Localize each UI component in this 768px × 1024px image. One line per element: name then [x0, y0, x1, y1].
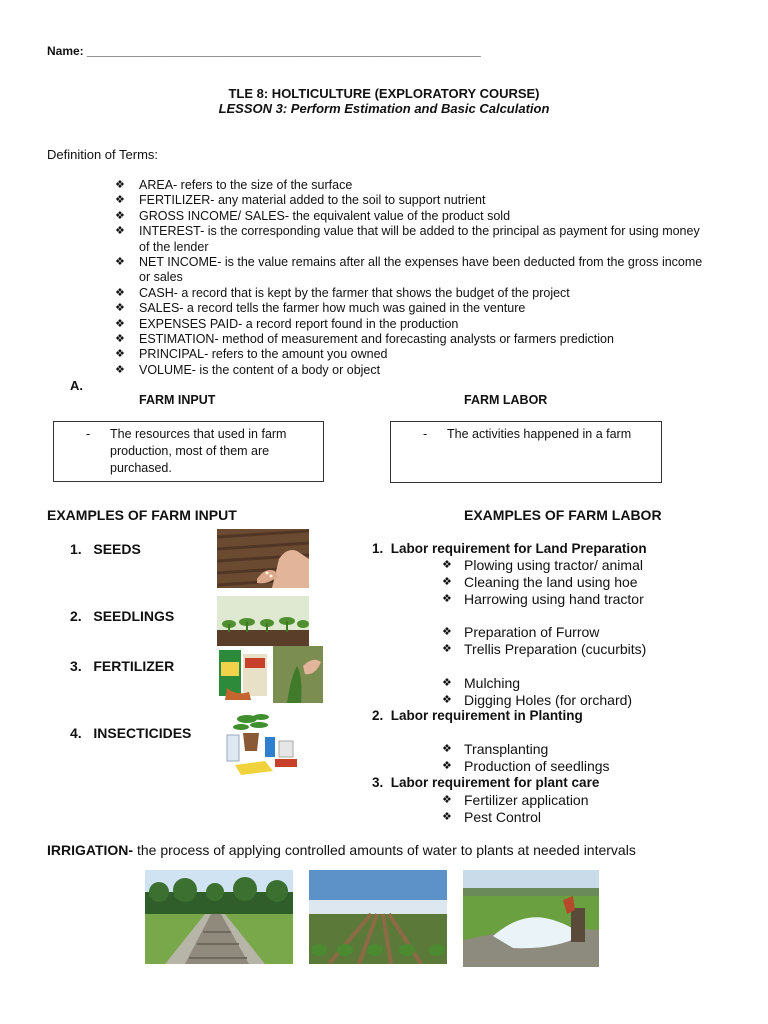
labor-item-text: Plowing using tractor/ animal: [464, 557, 643, 573]
item-label: SEEDS: [93, 541, 141, 557]
irrigation-pump-photo: [463, 870, 599, 967]
labor-item-text: Digging Holes (for orchard): [464, 691, 633, 708]
diamond-bullet-icon: ❖: [115, 317, 125, 330]
labor-planting-list: [442, 741, 610, 775]
diamond-bullet-icon: ❖: [442, 592, 452, 605]
labor-land-prep-list-a: [442, 557, 644, 607]
farm-input-heading: FARM INPUT: [139, 393, 216, 407]
input-item-seedlings: [70, 608, 174, 624]
irrigation-canal-photo: [145, 870, 293, 964]
definition-item: [115, 209, 705, 224]
definition-text: ESTIMATION- method of measurement and forecasting analysts or farmers prediction: [139, 332, 614, 347]
diamond-bullet-icon: ❖: [115, 256, 125, 269]
definition-text: CASH- a record that is kept by the farmer that shows the budget of the project: [139, 285, 570, 300]
labor-item: [442, 758, 610, 775]
diamond-bullet-icon: ❖: [115, 348, 125, 361]
labor-item: [442, 641, 646, 658]
labor-item-text: Pest Control: [464, 808, 542, 825]
diamond-bullet-icon: ❖: [115, 225, 125, 238]
dash-bullet: -: [423, 427, 428, 441]
group-title: Labor requirement for Land Preparation: [390, 541, 647, 556]
definition-text: PRINCIPAL- refers to the amount you owned: [139, 347, 388, 362]
diamond-bullet-icon: ❖: [115, 179, 125, 191]
definition-item: [115, 347, 705, 362]
labor-item: [442, 809, 589, 826]
diamond-bullet-icon: ❖: [442, 626, 452, 638]
definition-item: [115, 286, 705, 301]
diamond-bullet-icon: ❖: [442, 642, 452, 655]
definition-text: AREA- refers to the size of the surface: [139, 178, 353, 192]
group-number: 2.: [372, 708, 384, 723]
diamond-bullet-icon: ❖: [115, 363, 125, 376]
lesson-title: LESSON 3: Perform Estimation and Basic Calculation: [218, 101, 550, 116]
farm-labor-definition: The activities happened in a farm: [447, 427, 632, 441]
irrigation-term: IRRIGATION-: [47, 842, 134, 858]
labor-item: [442, 557, 644, 574]
farm-labor-definition-box: [390, 421, 662, 483]
item-number: 1.: [70, 541, 82, 557]
definition-item: [115, 363, 705, 378]
labor-group-plant-care-title: [372, 775, 599, 790]
section-a-label: A.: [70, 378, 83, 393]
definition-item: [115, 332, 705, 347]
labor-item: [442, 675, 632, 692]
insecticides-photo: [217, 711, 303, 776]
group-title: Labor requirement in Planting: [390, 708, 583, 723]
definition-item: [115, 301, 705, 316]
labor-item: [442, 574, 644, 591]
farm-input-definition-box: [53, 421, 324, 482]
diamond-bullet-icon: ❖: [442, 559, 452, 571]
definitions-list: [115, 178, 705, 378]
diamond-bullet-icon: ❖: [442, 693, 452, 706]
irrigation-text: the process of applying controlled amounts of water to plants at needed intervals: [133, 842, 636, 858]
definition-text: FERTILIZER- any material added to the soil to support nutrient: [139, 193, 486, 208]
diamond-bullet-icon: ❖: [442, 810, 452, 823]
labor-group-land-prep-title: [372, 541, 647, 556]
definition-text: INTEREST- is the corresponding value that will be added to the principal as payment for using money of the lender: [139, 224, 700, 254]
diamond-bullet-icon: ❖: [115, 194, 125, 207]
examples-farm-labor-heading-text: EXAMPLES OF FARM LABOR: [464, 507, 662, 523]
labor-item: [442, 792, 589, 809]
definition-item: [115, 255, 705, 286]
diamond-bullet-icon: ❖: [442, 743, 452, 755]
diamond-bullet-icon: ❖: [442, 575, 452, 588]
definition-text: GROSS INCOME/ SALES- the equivalent value of the product sold: [139, 208, 511, 223]
diamond-bullet-icon: ❖: [442, 759, 452, 772]
definition-item: [115, 178, 705, 193]
irrigation-definition: [47, 842, 636, 858]
seeds-photo: [217, 529, 309, 588]
labor-land-prep-list-b: [442, 624, 646, 658]
examples-farm-input-heading: EXAMPLES OF FARM INPUT: [47, 507, 237, 523]
definition-text: EXPENSES PAID- a record report found in the production: [139, 316, 459, 331]
diamond-bullet-icon: ❖: [115, 302, 125, 315]
item-label: FERTILIZER: [93, 658, 175, 674]
group-number: 3.: [372, 775, 384, 790]
diamond-bullet-icon: ❖: [442, 794, 452, 806]
fertilizer-photo: [217, 646, 323, 703]
diamond-bullet-icon: ❖: [442, 677, 452, 689]
definition-text: SALES- a record tells the farmer how much was gained in the venture: [139, 301, 526, 316]
definitions-heading: Definition of Terms:: [47, 147, 159, 162]
item-number: 4.: [70, 725, 82, 741]
diamond-bullet-icon: ❖: [115, 209, 125, 222]
definition-text: NET INCOME- is the value remains after all the expenses have been deducted from the gross income or sales: [139, 255, 703, 285]
labor-land-prep-list-c: [442, 675, 632, 709]
input-item-seeds: [70, 541, 141, 557]
farm-labor-heading: FARM LABOR: [464, 393, 548, 407]
labor-item: [442, 591, 644, 608]
diamond-bullet-icon: ❖: [115, 286, 125, 299]
labor-item-text: Fertilizer application: [464, 792, 589, 808]
labor-item: [442, 741, 610, 758]
diamond-bullet-icon: ❖: [115, 333, 125, 346]
labor-item-text: Production of seedlings: [464, 757, 610, 774]
labor-item-text: Trellis Preparation (cucurbits): [464, 640, 647, 657]
definition-item: [115, 317, 705, 332]
name-field-line: Name: ___________________________________________________________: [47, 44, 481, 58]
input-item-fertilizer: [70, 658, 174, 674]
labor-group-planting-title: [372, 708, 583, 723]
labor-item-text: Harrowing using hand tractor: [464, 590, 644, 607]
item-number: 3.: [70, 658, 82, 674]
labor-item-text: Transplanting: [464, 741, 549, 757]
seedlings-photo: [217, 596, 309, 648]
dash-bullet: -: [86, 427, 91, 441]
labor-item: [442, 692, 632, 709]
group-title: Labor requirement for plant care: [390, 775, 600, 790]
definition-text: VOLUME- is the content of a body or object: [139, 362, 381, 377]
input-item-insecticides: [70, 725, 191, 741]
definition-item: [115, 193, 705, 208]
labor-item-text: Mulching: [464, 675, 521, 691]
definition-item: [115, 224, 705, 255]
labor-plant-care-list: [442, 792, 589, 826]
item-label: SEEDLINGS: [93, 608, 175, 624]
course-title: TLE 8: HOLTICULTURE (EXPLORATORY COURSE): [228, 86, 540, 101]
irrigation-sprinkler-photo: [309, 870, 447, 964]
farm-input-definition: The resources that used in farm production, most of them are purchased.: [110, 427, 287, 475]
labor-item-text: Preparation of Furrow: [464, 624, 600, 640]
labor-item: [442, 624, 646, 641]
group-number: 1.: [372, 541, 384, 556]
item-label: INSECTICIDES: [93, 725, 192, 741]
labor-item-text: Cleaning the land using hoe: [464, 573, 638, 590]
item-number: 2.: [70, 608, 82, 624]
